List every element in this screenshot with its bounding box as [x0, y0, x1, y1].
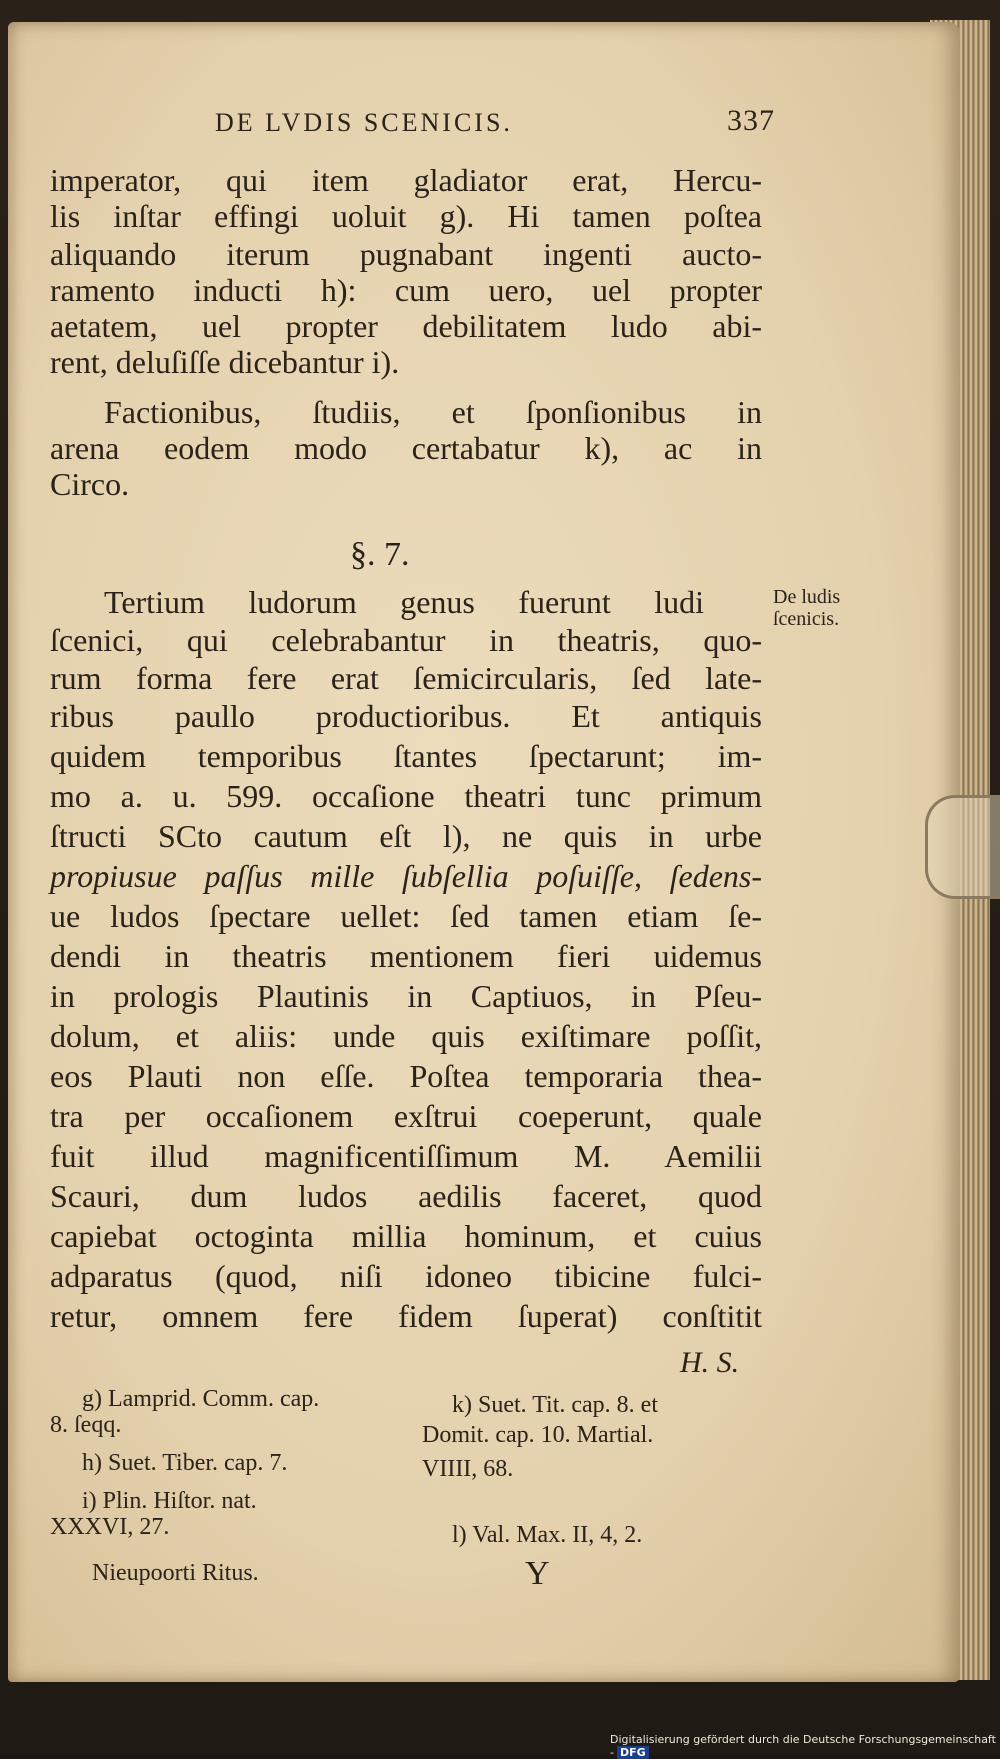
- footnote-line: Nieupoorti Ritus.: [92, 1560, 259, 1586]
- footnote-line: XXXVI, 27.: [50, 1514, 170, 1540]
- footnote-line: h) Suet. Tiber. cap. 7.: [82, 1450, 288, 1476]
- body-line: ramento inducti h): cum uero, uel propter: [50, 272, 762, 308]
- body-line: Factionibus, ſtudiis, et ſponſionibus in: [104, 394, 762, 430]
- body-line: ribus paullo productioribus. Et antiquis: [50, 698, 762, 734]
- body-line: dendi in theatris mentionem fieri uidemus: [50, 938, 762, 974]
- body-line: aliquando iterum pugnabant ingenti aucto-: [50, 236, 762, 272]
- body-line: Tertium ludorum genus fuerunt ludi: [104, 584, 704, 620]
- body-line: in prologis Plautinis in Captiuos, in Pſeu-: [50, 978, 762, 1014]
- body-line: fuit illud magnificentiſſimum M. Aemilii: [50, 1138, 762, 1174]
- page-number: 337: [727, 104, 775, 137]
- digitization-credit: [610, 1733, 1000, 1759]
- body-line: capiebat octoginta millia hominum, et cuius: [50, 1218, 762, 1254]
- body-line: tra per occaſionem exſtrui coeperunt, quale: [50, 1098, 762, 1134]
- body-line: ſtructi SCto cautum eſt l), ne quis in urbe: [50, 818, 762, 854]
- body-line: rum forma fere erat ſemicircularis, ſed late-: [50, 660, 762, 696]
- running-title: DE LVDIS SCENICIS.: [215, 108, 513, 137]
- body-line: rent, deluſiſſe dicebantur i).: [50, 344, 400, 380]
- body-line: quidem temporibus ſtantes ſpectarunt; im-: [50, 738, 762, 774]
- body-line: dolum, et aliis: unde quis exiſtimare poſſit,: [50, 1018, 762, 1054]
- body-line: retur, omnem fere fidem ſuperat) conſtitit: [50, 1298, 762, 1334]
- body-line: lis inſtar effingi uoluit g). Hi tamen poſtea: [50, 198, 762, 234]
- marginal-note-line: ſcenicis.: [773, 608, 840, 630]
- footnote-line: k) Suet. Tit. cap. 8. et: [452, 1392, 659, 1418]
- bookmark-clip: [925, 795, 1000, 899]
- footnote-line: i) Plin. Hiſtor. nat.: [82, 1488, 257, 1514]
- marginal-note-line: De ludis: [773, 586, 841, 608]
- body-line: adparatus (quod, niſi idoneo tibicine fulci-: [50, 1258, 762, 1294]
- credit-text: Digitalisierung gefördert durch die Deutsche Forschungsgemeinschaft -: [610, 1733, 996, 1759]
- body-line: ſcenici, qui celebrabantur in theatris, quo-: [50, 622, 762, 658]
- body-line: Circo.: [50, 466, 130, 502]
- body-line: aetatem, uel propter debilitatem ludo abi-: [50, 308, 762, 344]
- signature-mark: Y: [525, 1555, 550, 1592]
- footnote-line: g) Lamprid. Comm. cap.: [82, 1386, 320, 1412]
- running-header: [215, 104, 775, 144]
- dfg-badge: DFG: [617, 1746, 649, 1759]
- body-line: propiusue paſſus mille ſubſellia poſuiſſe, ſedens-: [50, 858, 762, 894]
- body-line: ue ludos ſpectare uellet: ſed tamen etiam ſe-: [50, 898, 762, 934]
- catchword: H. S.: [680, 1346, 740, 1379]
- footnote-line: l) Val. Max. II, 4, 2.: [452, 1522, 643, 1548]
- footnote-line: 8. ſeqq.: [50, 1412, 122, 1438]
- body-line: arena eodem modo certabatur k), ac in: [50, 430, 762, 466]
- body-line: mo a. u. 599. occaſione theatri tunc primum: [50, 778, 762, 814]
- body-line: Scauri, dum ludos aedilis faceret, quod: [50, 1178, 762, 1214]
- footnote-line: VIIII, 68.: [422, 1456, 514, 1482]
- marginal-note: [773, 586, 840, 630]
- footnote-line: Domit. cap. 10. Martial.: [422, 1422, 654, 1448]
- section-heading: §. 7.: [350, 536, 410, 573]
- body-line: imperator, qui item gladiator erat, Hercu-: [50, 162, 762, 198]
- body-line: eos Plauti non eſſe. Poſtea temporaria thea-: [50, 1058, 762, 1094]
